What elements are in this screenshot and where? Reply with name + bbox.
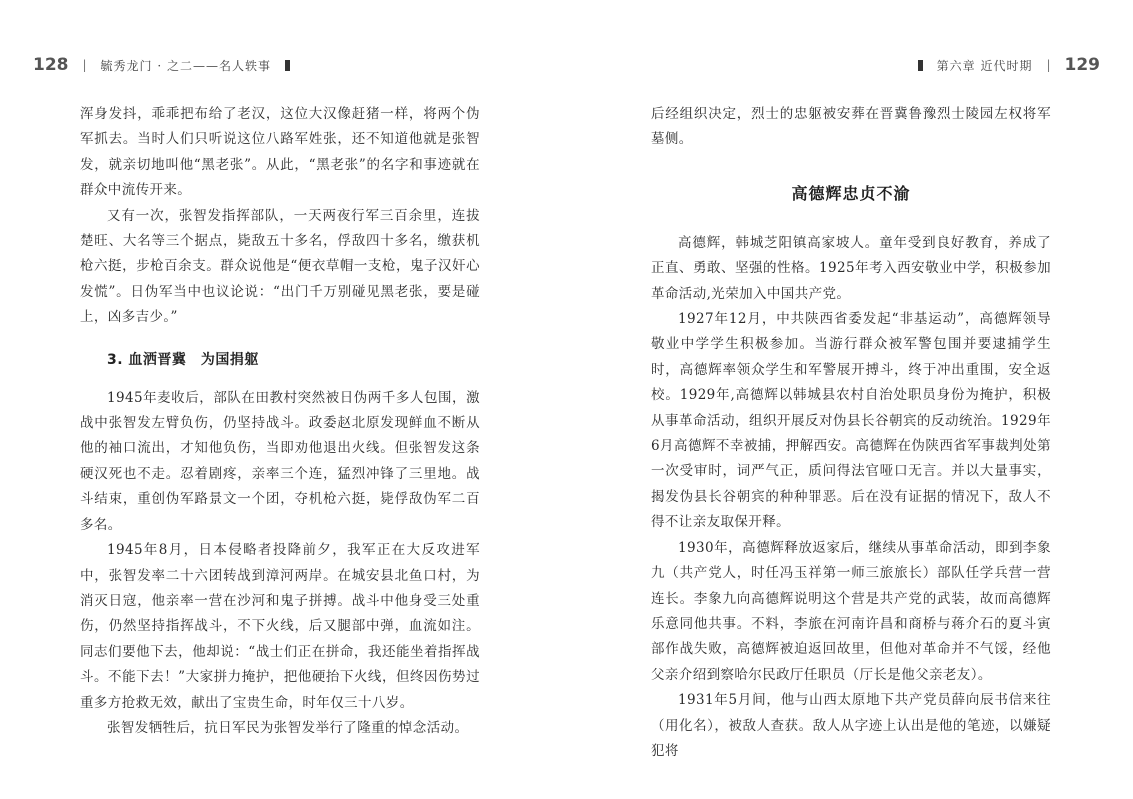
body-paragraph: 后经组织决定，烈士的忠躯被安葬在晋冀鲁豫烈士陵园左权将军墓侧。 [651, 106, 1051, 148]
left-page-number: 128 [33, 55, 69, 75]
book-title: 毓秀龙门 · 之二——名人轶事 [100, 58, 271, 73]
right-page-number: 129 [1064, 55, 1100, 75]
body-paragraph: 1945年麦收后，部队在田教村突然被日伪两千多人包围，激战中张智发左臂负伤，仍坚持战斗。政委赵北原发现鲜血不断从他的袖口流出，才知他负伤，当即劝他退出火线。但张智发这条硬汉死也不走。忍着剧疼，亲率三个连，猛烈冲锋了三里地。战斗结束，重创伪军路景文一个团，夺机枪六挺，毙俘敌伪军二百多名。 [80, 389, 480, 533]
header-separator: | [82, 58, 87, 72]
body-paragraph: 1945年8月，日本侵略者投降前夕，我军正在大反攻进军中，张智发率二十六团转战到漳河两岸。在城安县北鱼口村，为消灭日寇，他亲率一营在沙河和鬼子拼搏。战斗中他身受三处重伤，仍然坚持指挥战斗，不下火线，后又腿部中弹，血流如注。同志们要他下去，他却说：“战士们正在拼命，我还能坐着指挥战斗。不能下去！”大家拼力掩护，把他硬抬下火线，但终因伤势过重多方抢救无效，献出了宝贵生命，时年仅三十八岁。 [80, 542, 480, 711]
header-separator: | [1046, 58, 1051, 72]
right-running-header [904, 52, 1100, 78]
header-bar-mark [285, 60, 290, 71]
body-paragraph: 张智发牺牲后，抗日军民为张智发举行了隆重的悼念活动。 [107, 719, 469, 736]
right-page-body [651, 102, 1051, 764]
header-bar-mark [918, 60, 923, 71]
body-paragraph: 高德辉，韩城芝阳镇高家坡人。童年受到良好教育，养成了正直、勇敢、坚强的性格。1925年考入西安敬业中学，积极参加革命活动,光荣加入中国共产党。 [651, 234, 1051, 302]
chapter-title: 第六章 近代时期 [936, 58, 1033, 73]
body-paragraph: 1930年，高德辉释放返家后，继续从事革命活动，即到李象九（共产党人，时任冯玉祥第一师三旅旅长）部队任学兵营一营连长。李象九向高德辉说明这个营是共产党的武装，故而高德辉乐意同他共事。不料，李旅在河南许昌和商桥与蒋介石的夏斗寅部作战失败，高德辉被迫返回故里，但他对革命并不气馁，经他父亲介绍到察哈尔民政厅任职员（厅长是他父亲老友）。 [651, 539, 1051, 683]
body-paragraph: 又有一次，张智发指挥部队，一天两夜行军三百余里，连拔楚旺、大名等三个据点，毙敌五十多名，俘敌四十多名，缴获机枪六挺，步枪百余支。群众说他是“便衣草帽一支枪，鬼子汉奸心发慌”。日伪军当中也议论说：“出门千万别碰见黑老张，要是碰上，凶多吉少。” [80, 207, 480, 326]
article-title: 高德辉忠贞不渝 [791, 183, 911, 203]
section-heading: 3. 血洒晋冀 为国捐躯 [107, 351, 259, 368]
left-running-header [33, 52, 304, 78]
left-page-body [80, 102, 480, 741]
body-paragraph: 1931年5月间，他与山西太原地下共产党员薛向辰书信来往（用化名），被敌人查获。敌人从字迹上认出是他的笔迹，以嫌疑犯将 [651, 692, 1051, 759]
body-paragraph: 浑身发抖，乖乖把布给了老汉，这位大汉像赶猪一样，将两个伪军抓去。当时人们只听说这位八路军姓张，还不知道他就是张智发，就亲切地叫他“黑老张”。从此，“黑老张”的名字和事迹就在群众中流传开来。 [80, 106, 480, 199]
body-paragraph: 1927年12月，中共陕西省委发起“非基运动”，高德辉领导敬业中学学生积极参加。当游行群众被军警包围并要逮捕学生时，高德辉率领众学生和军警展开搏斗，终于冲出重围，安全返校。1929年,高德辉以韩城县农村自治处职员身份为掩护，积极从事革命活动，组织开展反对伪县长谷朝宾的反动统治。1929年6月高德辉不幸被捕，押解西安。高德辉在伪陕西省军事裁判处第一次受审时，词严气正，质问得法官哑口无言。并以大量事实，揭发伪县长谷朝宾的种种罪恶。后在没有证据的情况下，敌人不得不让亲友取保开释。 [651, 311, 1051, 531]
